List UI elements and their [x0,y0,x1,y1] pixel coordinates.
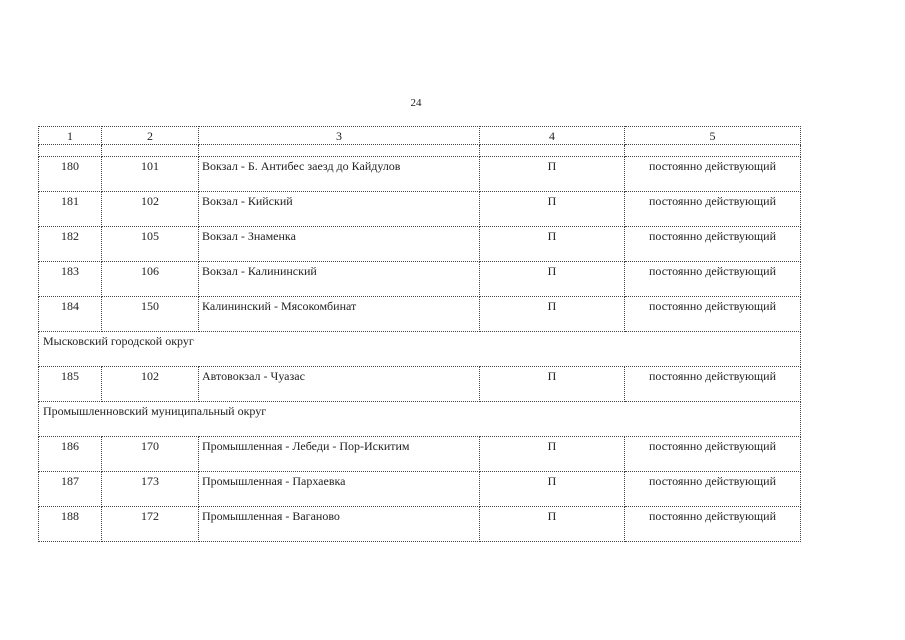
row-number-cell: 187 [39,472,102,507]
route-number-cell: 106 [102,262,199,297]
route-number-cell: 102 [102,367,199,402]
route-name-cell: Вокзал - Б. Антибес заезд до Кайдулов [199,157,480,192]
table-row [39,227,801,262]
route-kind-cell: П [480,157,625,192]
route-number-cell: 172 [102,507,199,542]
status-cell: постоянно действующий [625,297,801,332]
status-cell: постоянно действующий [625,157,801,192]
table-row [39,437,801,472]
route-name-cell: Промышленная - Лебеди - Пор-Искитим [199,437,480,472]
header-cell: 3 [199,127,480,145]
route-number-cell: 150 [102,297,199,332]
status-cell: постоянно действующий [625,367,801,402]
spacer-cell [480,145,625,157]
routes-table [38,126,801,542]
route-kind-cell: П [480,297,625,332]
table-row [39,262,801,297]
header-cell: 2 [102,127,199,145]
row-number-cell: 184 [39,297,102,332]
route-kind-cell: П [480,437,625,472]
table-row [39,297,801,332]
page-number: 24 [410,97,422,109]
section-row [39,332,801,367]
route-kind-cell: П [480,472,625,507]
route-kind-cell: П [480,262,625,297]
row-number-cell: 183 [39,262,102,297]
row-number-cell: 188 [39,507,102,542]
spacer-cell [39,145,102,157]
route-number-cell: 101 [102,157,199,192]
section-row [39,402,801,437]
section-title: Промышленновский муниципальный округ [39,402,801,437]
status-cell: постоянно действующий [625,192,801,227]
route-name-cell: Автовокзал - Чуазас [199,367,480,402]
routes-table-body [39,127,801,542]
table-row [39,472,801,507]
route-name-cell: Калининский - Мясокомбинат [199,297,480,332]
route-number-cell: 102 [102,192,199,227]
route-kind-cell: П [480,192,625,227]
table-row [39,157,801,192]
section-title: Мысковский городской округ [39,332,801,367]
spacer-cell [199,145,480,157]
route-name-cell: Вокзал - Знаменка [199,227,480,262]
status-cell: постоянно действующий [625,472,801,507]
header-cell: 4 [480,127,625,145]
route-number-cell: 173 [102,472,199,507]
table-row [39,192,801,227]
row-number-cell: 182 [39,227,102,262]
spacer-cell [625,145,801,157]
route-number-cell: 170 [102,437,199,472]
row-number-cell: 180 [39,157,102,192]
spacer-cell [102,145,199,157]
row-number-cell: 186 [39,437,102,472]
table-row [39,507,801,542]
route-name-cell: Промышленная - Ваганово [199,507,480,542]
status-cell: постоянно действующий [625,437,801,472]
table-row [39,367,801,402]
route-name-cell: Промышленная - Пархаевка [199,472,480,507]
route-kind-cell: П [480,227,625,262]
header-row [39,127,801,145]
status-cell: постоянно действующий [625,507,801,542]
row-number-cell: 185 [39,367,102,402]
status-cell: постоянно действующий [625,262,801,297]
route-name-cell: Вокзал - Кийский [199,192,480,227]
route-number-cell: 105 [102,227,199,262]
spacer-row [39,145,801,157]
route-kind-cell: П [480,507,625,542]
route-name-cell: Вокзал - Калининский [199,262,480,297]
route-kind-cell: П [480,367,625,402]
status-cell: постоянно действующий [625,227,801,262]
row-number-cell: 181 [39,192,102,227]
header-cell: 1 [39,127,102,145]
header-cell: 5 [625,127,801,145]
